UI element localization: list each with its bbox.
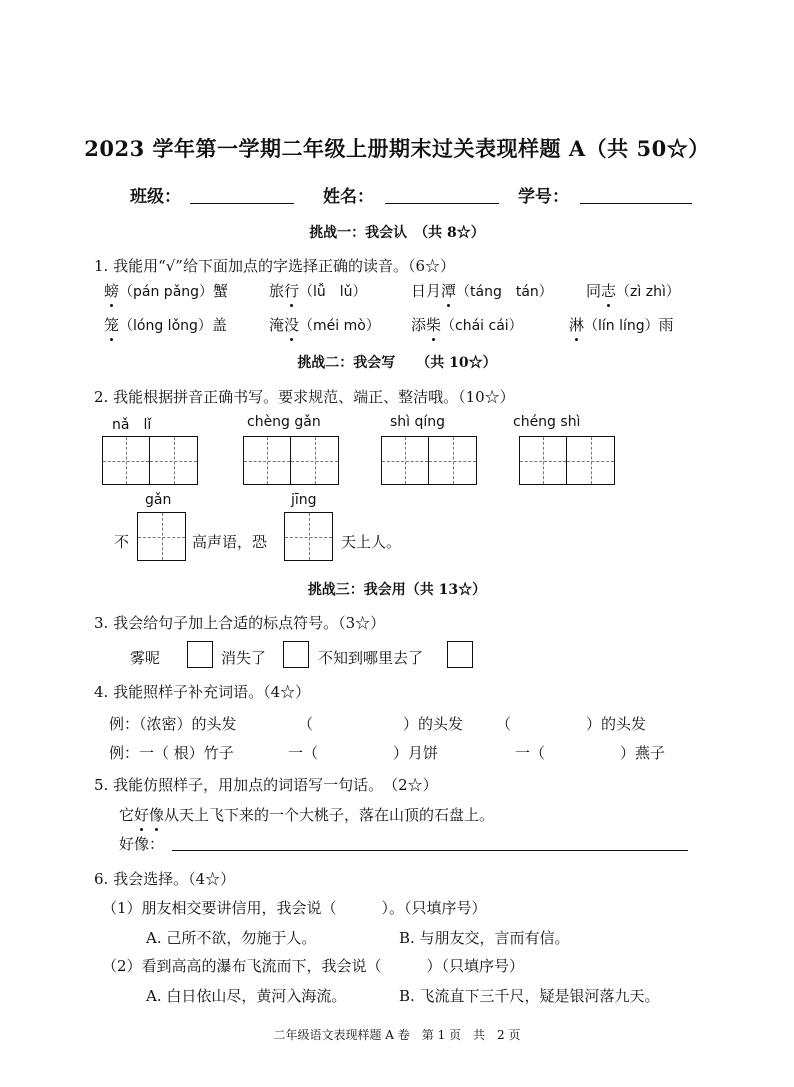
class-label: 班级： xyxy=(130,187,181,207)
punctuation-box[interactable] xyxy=(283,641,309,668)
q3-text: 消失了 xyxy=(221,649,267,667)
exam-title: 2023 学年第一学期二年级上册期末过关表现样题 A（共 50☆） xyxy=(84,136,710,161)
q6-option-b[interactable]: B. 与朋友交，言而有信。 xyxy=(399,929,570,947)
pinyin-label: jīng xyxy=(291,492,317,508)
writing-grid[interactable] xyxy=(284,512,333,561)
q6-option-a[interactable]: A. 白日依山尽，黄河入海流。 xyxy=(146,987,347,1005)
writing-grid[interactable] xyxy=(381,436,477,485)
q1-item[interactable]: 旅行（lǚ lǔ） xyxy=(269,282,367,300)
punctuation-box[interactable] xyxy=(187,641,213,668)
q4-blank[interactable]: （ ）的头发 xyxy=(298,715,464,733)
q3-text: 雾呢 xyxy=(130,649,161,667)
q1-item[interactable]: 螃（pán pǎng）蟹 xyxy=(104,282,229,300)
q6-option-b[interactable]: B. 飞流直下三千尺，疑是银河落九天。 xyxy=(399,987,660,1005)
name-label: 姓名： xyxy=(323,187,374,207)
q4-blank[interactable]: 一（ ）月饼 xyxy=(288,744,439,762)
q1-item[interactable]: 同志（zì zhì） xyxy=(586,282,680,300)
q1-item[interactable]: 日月潭（táng tán） xyxy=(411,282,553,300)
section-2-heading: 挑战二：我会写 （共 10☆） xyxy=(297,355,497,371)
class-blank[interactable] xyxy=(190,203,294,204)
writing-grid[interactable] xyxy=(102,436,198,485)
q5-prompt: 5. 我能仿照样子，用加点的词语写一句话。 （2☆） xyxy=(94,776,438,794)
q1-item[interactable]: 淹没（méi mò） xyxy=(269,316,380,334)
writing-grid[interactable] xyxy=(519,436,615,485)
q4-blank[interactable]: （ ）的头发 xyxy=(496,715,647,733)
pinyin-label: nǎ lǐ xyxy=(112,417,152,433)
pinyin-label: chèng gǎn xyxy=(247,414,321,430)
writing-grid[interactable] xyxy=(137,512,186,561)
q4-example: 例：（浓密）的头发 xyxy=(109,715,237,733)
q1-prompt: 1. 我能用“√”给下面加点的字选择正确的读音。（6☆） xyxy=(94,257,456,275)
writing-grid[interactable] xyxy=(243,436,339,485)
section-3-heading: 挑战三：我会用（共 13☆） xyxy=(307,582,487,598)
q5-answer-label: 好像： xyxy=(119,835,165,853)
punctuation-box[interactable] xyxy=(447,641,473,668)
sentence-text: 不 xyxy=(114,533,130,551)
q1-item[interactable]: 淋（lín líng）雨 xyxy=(569,316,674,334)
q6-sub-question[interactable]: （1）朋友相交要讲信用，我会说（ ）。（只填序号） xyxy=(102,899,487,917)
sentence-text: 高声语，恐 xyxy=(192,533,268,551)
pinyin-label: gǎn xyxy=(145,492,172,508)
student-id-blank[interactable] xyxy=(580,203,692,204)
student-id-label: 学号： xyxy=(518,187,569,207)
q2-prompt: 2. 我能根据拼音正确书写。要求规范、端正、整洁哦。（10☆） xyxy=(94,388,515,406)
sentence-text: 天上人。 xyxy=(341,533,402,551)
name-blank[interactable] xyxy=(385,203,499,204)
q4-blank[interactable]: 一（ ）燕子 xyxy=(515,744,666,762)
pinyin-label: chéng shì xyxy=(513,414,581,430)
q6-sub-question[interactable]: （2）看到高高的瀑布飞流而下，我会说（ ）（只填序号） xyxy=(102,957,525,975)
pinyin-label: shì qíng xyxy=(390,414,446,430)
q5-sample-sentence: 它好像从天上飞下来的一个大桃子，落在山顶的石盘上。 xyxy=(119,806,495,824)
section-1-heading: 挑战一：我会认 （共 8☆） xyxy=(309,225,485,241)
q3-text: 不知到哪里去了 xyxy=(318,649,424,667)
q5-answer-line[interactable] xyxy=(172,850,688,851)
q6-prompt: 6. 我会选择。（4☆） xyxy=(94,870,236,888)
q3-prompt: 3. 我会给句子加上合适的标点符号。（3☆） xyxy=(94,614,386,632)
q1-item[interactable]: 添柴（chái cái） xyxy=(411,316,523,334)
q1-item[interactable]: 笼（lóng lǒng）盖 xyxy=(104,316,227,334)
q4-prompt: 4. 我能照样子补充词语。（4☆） xyxy=(94,683,311,701)
page-footer: 二年级语文表现样题 A 卷 第 1 页 共 2 页 xyxy=(273,1028,521,1042)
q6-option-a[interactable]: A. 己所不欲，勿施于人。 xyxy=(146,929,317,947)
q4-example: 例：一（ 根）竹子 xyxy=(109,744,234,762)
